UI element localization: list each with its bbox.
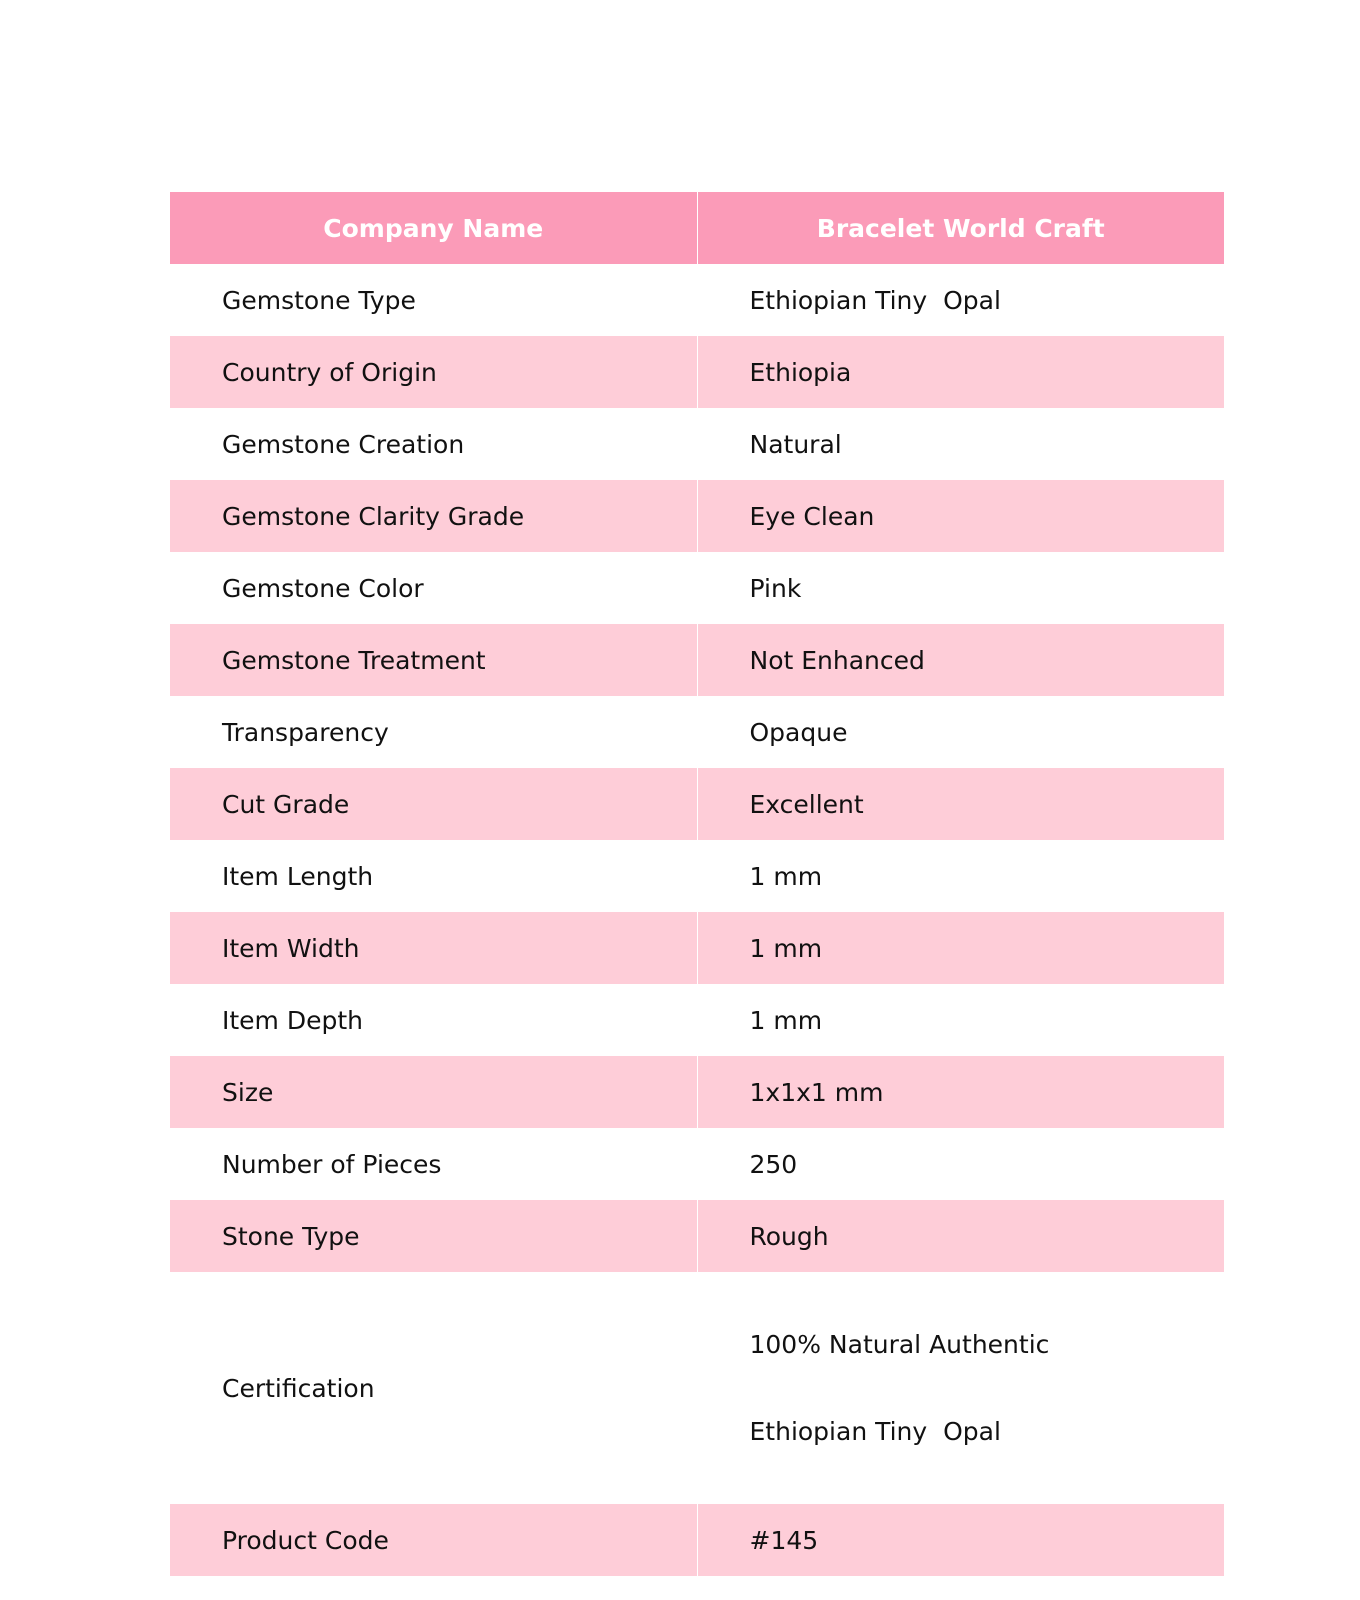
table-header-row — [170, 192, 1224, 264]
table-row — [170, 1200, 1224, 1272]
table-row — [170, 768, 1224, 840]
row-value: Pink — [697, 552, 1224, 624]
table-row — [170, 1056, 1224, 1128]
row-value: 1 mm — [697, 984, 1224, 1056]
row-label: Item Length — [170, 840, 697, 912]
row-value — [697, 1272, 1224, 1504]
row-value: 250 — [697, 1128, 1224, 1200]
certification-line: Ethiopian Tiny Opal — [749, 1417, 1001, 1446]
table-row — [170, 264, 1224, 336]
spec-table — [170, 192, 1224, 1576]
table-row — [170, 984, 1224, 1056]
row-label: Stone Type — [170, 1200, 697, 1272]
table-row — [170, 1272, 1224, 1504]
row-value: 1x1x1 mm — [697, 1056, 1224, 1128]
table-row — [170, 624, 1224, 696]
row-label: Gemstone Treatment — [170, 624, 697, 696]
row-value: Ethiopian Tiny Opal — [697, 264, 1224, 336]
table-body — [170, 264, 1224, 1576]
table-row — [170, 480, 1224, 552]
row-value: Ethiopia — [697, 336, 1224, 408]
table-row — [170, 336, 1224, 408]
row-value: Eye Clean — [697, 480, 1224, 552]
row-value: 1 mm — [697, 840, 1224, 912]
row-value: Natural — [697, 408, 1224, 480]
table-row — [170, 840, 1224, 912]
row-value: 1 mm — [697, 912, 1224, 984]
row-label: Gemstone Creation — [170, 408, 697, 480]
row-label: Gemstone Clarity Grade — [170, 480, 697, 552]
row-label: Number of Pieces — [170, 1128, 697, 1200]
row-label: Cut Grade — [170, 768, 697, 840]
row-label: Item Width — [170, 912, 697, 984]
table-row — [170, 552, 1224, 624]
row-label: Country of Origin — [170, 336, 697, 408]
row-value: Not Enhanced — [697, 624, 1224, 696]
row-value: Rough — [697, 1200, 1224, 1272]
row-label: Gemstone Color — [170, 552, 697, 624]
row-label: Product Code — [170, 1504, 697, 1576]
table-row — [170, 696, 1224, 768]
certification-line: 100% Natural Authentic — [749, 1330, 1050, 1359]
row-value: Excellent — [697, 768, 1224, 840]
table-row — [170, 1504, 1224, 1576]
table-row — [170, 408, 1224, 480]
table-row — [170, 912, 1224, 984]
row-label: Size — [170, 1056, 697, 1128]
row-value: Opaque — [697, 696, 1224, 768]
header-value-cell: Bracelet World Craft — [697, 192, 1224, 264]
row-label: Certification — [170, 1272, 697, 1504]
row-label: Item Depth — [170, 984, 697, 1056]
header-label-cell: Company Name — [170, 192, 697, 264]
row-label: Transparency — [170, 696, 697, 768]
table-row — [170, 1128, 1224, 1200]
row-value: #145 — [697, 1504, 1224, 1576]
row-label: Gemstone Type — [170, 264, 697, 336]
